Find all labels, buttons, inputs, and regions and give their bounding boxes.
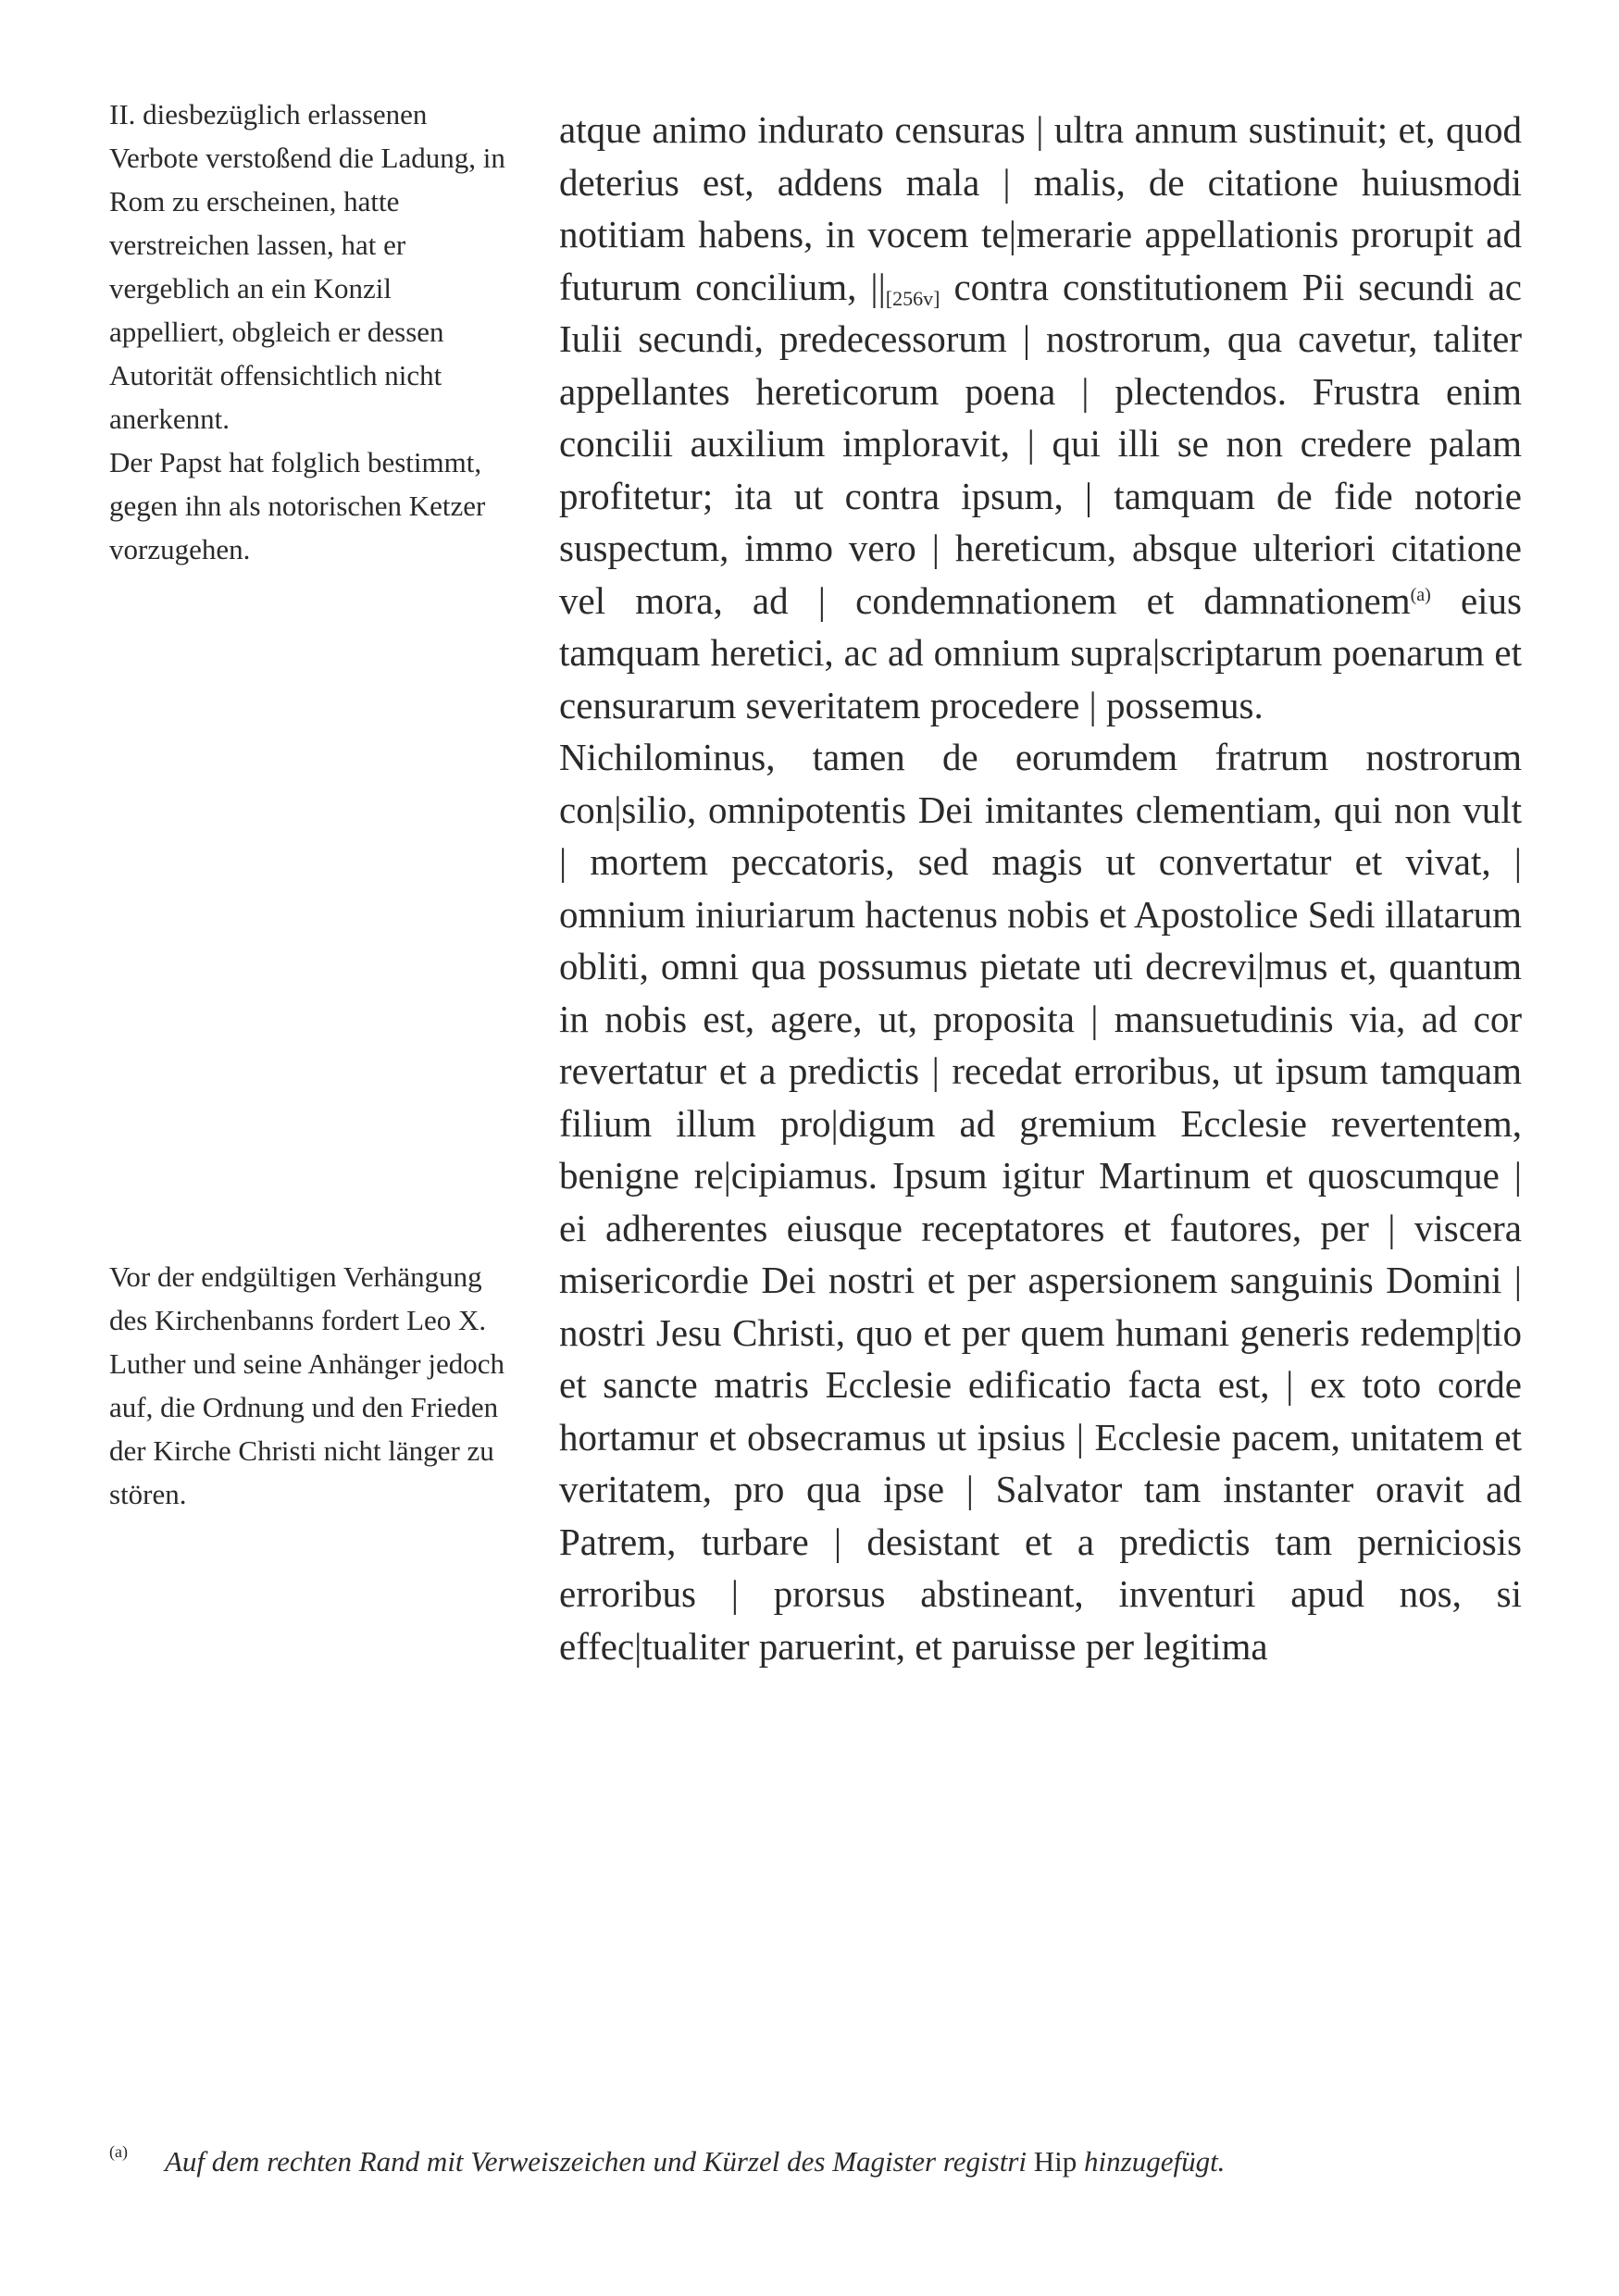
footnote-reference[interactable]: (a) [1410, 584, 1431, 605]
main-paragraph-1 [559, 104, 1522, 731]
side-note-2 [109, 1255, 507, 1516]
main-paragraph-1-part-2: contra constitutionem Pii secundi ac Iulii secundi, predecessorum | nostrorum, qua cavetur, taliter appellantes hereticorum poena | plectendos. Frustra enim concilii auxilium imploravit, | qui illi se non credere palam profitetur; ita ut contra ipsum, | tamquam de fide notorie suspectum, immo vero | hereticum, absque ulteriori citatione vel mora, ad | condemnationem et damnationem [559, 265, 1522, 622]
main-paragraph-1-part-1: atque animo indurato censuras | ultra annum sustinuit; et, quod deterius est, addens mala | malis, de citatione huiusmodi notitiam habens, in vocem te|merarie appellationis prorupit ad futurum concilium, || [559, 108, 1522, 308]
footnote-text-italic: Auf dem rechten Rand mit Verweiszeichen und Kürzel des Magister registri [165, 2145, 1034, 2178]
footnote-mark: (a) [109, 2142, 128, 2161]
main-text-column [559, 104, 1522, 1672]
side-note-2-paragraph-1: Vor der endgültigen Verhängung des Kirchenbanns fordert Leo X. Luther und seine Anhänger jedoch auf, die Ordnung und den Frieden der Kirche Christi nicht länger zu stören. [109, 1260, 504, 1510]
footnote-text [165, 2145, 1225, 2178]
footnote [109, 2141, 1516, 2182]
side-note-1 [109, 93, 507, 571]
main-paragraph-2: Nichilominus, tamen de eorumdem fratrum nostrorum con|silio, omnipotentis Dei imitantes clementiam, qui non vult | mortem peccatoris, sed magis ut convertatur et vivat, | omnium iniuriarum hactenus nobis et Apostolice Sedi illatarum obliti, omni qua possumus pietate uti decrevi|mus et, quantum in nobis est, agere, ut, proposita | mansuetudinis via, ad cor revertatur et a predictis | recedat erroribus, ut ipsum tamquam filium illum pro|digum ad gremium Ecclesie revertentem, benigne re|cipiamus. Ipsum igitur Martinum et quoscumque | ei adherentes eiusque receptatores et fautores, per | viscera misericordie Dei nostri et per aspersionem sanguinis Domini | nostri Jesu Christi, quo et per quem humani generis redemp|tio et sancte matris Ecclesie edificatio facta est, | ex toto corde hortamur et obsecramus ut ipsius | Ecclesie pacem, unitatem et veritatem, pro qua ipse | Salvator tam instanter oravit ad Patrem, turbare | desistant et a predictis tam perniciosis erroribus | prorsus abstineant, inventuri apud nos, si effec|tualiter paruerint, et paruisse per legitima [559, 736, 1522, 1668]
side-note-1-paragraph-2: Der Papst hat folglich bestimmt, gegen ihn als notorischen Ketzer vorzugehen. [109, 446, 486, 565]
side-note-1-paragraph-1: II. diesbezüglich erlassenen Verbote verstoßend die Ladung, in Rom zu erscheinen, hatte verstreichen lassen, hat er vergeblich an ein Konzil appelliert, obgleich er dessen Autorität offensichtlich nicht anerkennt. [109, 98, 505, 435]
footnote-text-upright: Hip [1033, 2145, 1077, 2178]
folio-marker: [256v] [885, 286, 940, 310]
footnote-text-italic-end: hinzugefügt. [1077, 2145, 1226, 2178]
main-paragraph-1-part-3: eius tamquam heretici, ac ad omnium supra|scriptarum poenarum et censurarum severitatem procedere | possemus. [559, 578, 1523, 726]
